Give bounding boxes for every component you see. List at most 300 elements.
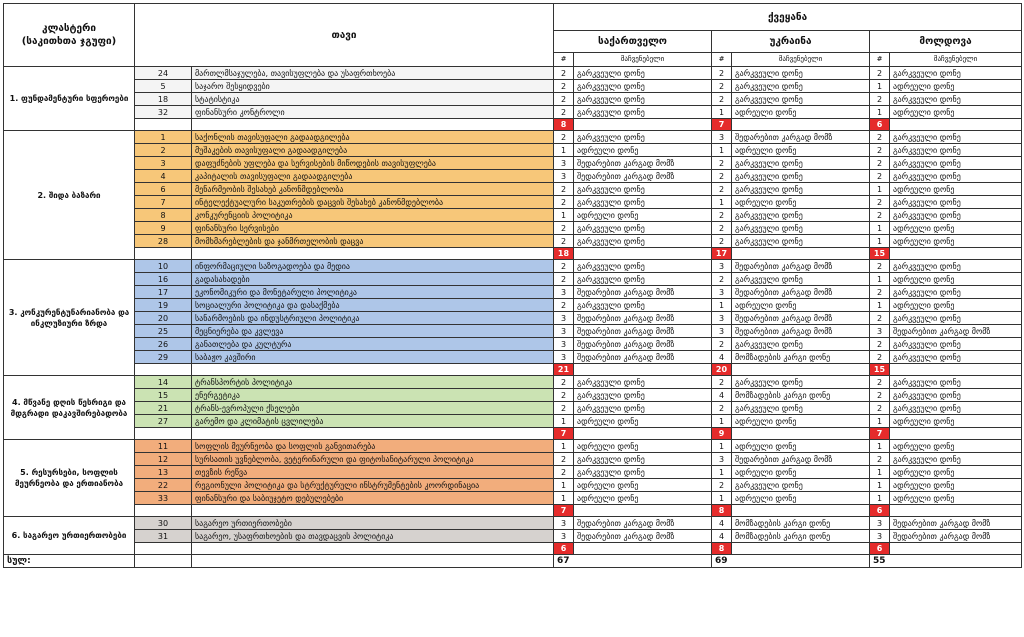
georgia-score: 1 <box>554 415 574 428</box>
georgia-score: 1 <box>554 440 574 453</box>
ukraine-level: შედარებით კარგად მომზ <box>732 131 870 144</box>
sum-spacer <box>192 248 554 260</box>
ukraine-score: 1 <box>712 492 732 505</box>
georgia-score: 2 <box>554 222 574 235</box>
moldova-score: 2 <box>870 338 890 351</box>
chapter-title: გადასახადები <box>192 273 554 286</box>
cluster-sum-row <box>4 364 1022 376</box>
chapter-number: 33 <box>135 492 192 505</box>
moldova-score: 1 <box>870 80 890 93</box>
moldova-score: 2 <box>870 312 890 325</box>
moldova-score: 2 <box>870 144 890 157</box>
georgia-level: გარკვეული დონე <box>574 453 712 466</box>
moldova-score: 1 <box>870 235 890 248</box>
sum-spacer <box>574 119 712 131</box>
chapter-number: 4 <box>135 170 192 183</box>
moldova-score: 2 <box>870 351 890 364</box>
ukraine-level: მომზადების კარგი დონე <box>732 530 870 543</box>
cluster-sum-row <box>4 543 1022 555</box>
table-row <box>4 170 1022 183</box>
ukraine-cluster-sum: 17 <box>712 248 732 260</box>
table-row <box>4 93 1022 106</box>
table-row <box>4 312 1022 325</box>
chapter-number: 19 <box>135 299 192 312</box>
georgia-score: 2 <box>554 402 574 415</box>
georgia-score: 3 <box>554 170 574 183</box>
georgia-score: 1 <box>554 144 574 157</box>
cluster-name: 4. მწვანე დღის წესრიგი და მდგრადი დაკავშირებადობა <box>4 376 135 440</box>
moldova-score: 1 <box>870 415 890 428</box>
georgia-score: 2 <box>554 389 574 402</box>
georgia-level: გარკვეული დონე <box>574 389 712 402</box>
ukraine-score: 2 <box>712 273 732 286</box>
ukraine-level: გარკვეული დონე <box>732 222 870 235</box>
georgia-level: გარკვეული დონე <box>574 222 712 235</box>
moldova-cluster-sum: 6 <box>870 543 890 555</box>
sum-spacer <box>732 505 870 517</box>
georgia-level: შედარებით კარგად მომზ <box>574 286 712 299</box>
georgia-score: 2 <box>554 273 574 286</box>
table-row <box>4 389 1022 402</box>
total-label: სულ: <box>4 555 135 568</box>
ukraine-score: 2 <box>712 157 732 170</box>
sum-spacer <box>135 119 192 131</box>
cluster-name: 1. ფუნდამენტური სფეროები <box>4 67 135 131</box>
chapter-title: საბაჟო კავშირი <box>192 351 554 364</box>
georgia-score: 2 <box>554 196 574 209</box>
chapter-number: 8 <box>135 209 192 222</box>
georgia-level: ადრეული დონე <box>574 415 712 428</box>
ukraine-score: 3 <box>712 131 732 144</box>
ukraine-level: ადრეული დონე <box>732 106 870 119</box>
chapter-title: კაპიტალის თავისუფალი გადაადგილება <box>192 170 554 183</box>
sum-spacer <box>135 248 192 260</box>
ukraine-level: გარკვეული დონე <box>732 402 870 415</box>
georgia-score: 2 <box>554 106 574 119</box>
chapter-number: 30 <box>135 517 192 530</box>
total-ukraine: 69 <box>712 555 870 568</box>
sum-spacer <box>732 248 870 260</box>
georgia-level: გარკვეული დონე <box>574 131 712 144</box>
moldova-score: 2 <box>870 389 890 402</box>
georgia-level: შედარებით კარგად მომზ <box>574 517 712 530</box>
moldova-score: 2 <box>870 286 890 299</box>
moldova-score: 2 <box>870 131 890 144</box>
indicator-label: მაჩვენებელი <box>732 53 870 67</box>
ukraine-level: მომზადების კარგი დონე <box>732 351 870 364</box>
sum-spacer <box>890 543 1022 555</box>
moldova-level: გარკვეული დონე <box>890 376 1022 389</box>
countries-header: ქვეყანა <box>554 4 1022 31</box>
georgia-cluster-sum: 8 <box>554 119 574 131</box>
chapter-number: 27 <box>135 415 192 428</box>
ukraine-score: 2 <box>712 183 732 196</box>
moldova-level: ადრეული დონე <box>890 222 1022 235</box>
table-row <box>4 67 1022 80</box>
table-row <box>4 131 1022 144</box>
moldova-level: გარკვეული დონე <box>890 93 1022 106</box>
chapter-title: საგარეო, უსაფრთხოების და თავდაცვის პოლიტიკა <box>192 530 554 543</box>
moldova-level: შედარებით კარგად მომზ <box>890 517 1022 530</box>
georgia-score: 1 <box>554 492 574 505</box>
chapter-number: 7 <box>135 196 192 209</box>
ukraine-level: გარკვეული დონე <box>732 376 870 389</box>
moldova-cluster-sum: 15 <box>870 248 890 260</box>
chapter-title: სტატისტიკა <box>192 93 554 106</box>
chapter-title: თევზის რეწვა <box>192 466 554 479</box>
ukraine-level: შედარებით კარგად მომზ <box>732 312 870 325</box>
table-row <box>4 376 1022 389</box>
sum-spacer <box>135 543 192 555</box>
number-label: # <box>554 53 574 67</box>
country-georgia: საქართველო <box>554 31 712 53</box>
sum-spacer <box>192 505 554 517</box>
georgia-level: გარკვეული დონე <box>574 466 712 479</box>
moldova-level: ადრეული დონე <box>890 440 1022 453</box>
total-moldova: 55 <box>870 555 1022 568</box>
georgia-score: 2 <box>554 93 574 106</box>
chapter-number: 18 <box>135 93 192 106</box>
chapter-title: მომხმარებლების და ჯანმრთელობის დაცვა <box>192 235 554 248</box>
moldova-score: 1 <box>870 440 890 453</box>
cluster-sum-row <box>4 505 1022 517</box>
moldova-score: 1 <box>870 183 890 196</box>
ukraine-score: 2 <box>712 235 732 248</box>
moldova-level: ადრეული დონე <box>890 273 1022 286</box>
moldova-score: 3 <box>870 530 890 543</box>
chapter-number: 11 <box>135 440 192 453</box>
moldova-score: 2 <box>870 170 890 183</box>
sum-spacer <box>192 119 554 131</box>
ukraine-score: 2 <box>712 67 732 80</box>
moldova-level: გარკვეული დონე <box>890 312 1022 325</box>
total-georgia: 67 <box>554 555 712 568</box>
ukraine-score: 2 <box>712 402 732 415</box>
table-row <box>4 351 1022 364</box>
moldova-score: 2 <box>870 453 890 466</box>
moldova-level: შედარებით კარგად მომზ <box>890 325 1022 338</box>
chapter-title: მეცნიერება და კვლევა <box>192 325 554 338</box>
cluster-name: 3. კონკურენტუნარიანობა და ინკლუზიური ზრდა <box>4 260 135 376</box>
table-row <box>4 196 1022 209</box>
cluster-name: 5. რესურსები, სოფლის მეურნეობა და ერთიანობა <box>4 440 135 517</box>
sum-spacer <box>574 364 712 376</box>
chapter-number: 10 <box>135 260 192 273</box>
table-row <box>4 209 1022 222</box>
ukraine-score: 3 <box>712 286 732 299</box>
ukraine-score: 4 <box>712 351 732 364</box>
moldova-score: 1 <box>870 479 890 492</box>
chapter-title: საჯარო შესყიდვები <box>192 80 554 93</box>
ukraine-level: ადრეული დონე <box>732 299 870 312</box>
ukraine-cluster-sum: 8 <box>712 505 732 517</box>
georgia-score: 3 <box>554 530 574 543</box>
table-row <box>4 453 1022 466</box>
moldova-score: 1 <box>870 106 890 119</box>
ukraine-score: 1 <box>712 440 732 453</box>
table-row <box>4 286 1022 299</box>
moldova-score: 2 <box>870 209 890 222</box>
sum-spacer <box>890 364 1022 376</box>
ukraine-score: 2 <box>712 479 732 492</box>
georgia-level: ადრეული დონე <box>574 440 712 453</box>
georgia-level: შედარებით კარგად მომზ <box>574 338 712 351</box>
georgia-score: 2 <box>554 376 574 389</box>
chapter-number: 32 <box>135 106 192 119</box>
chapter-title: სოციალური პოლიტიკა და დასაქმება <box>192 299 554 312</box>
chapter-number: 22 <box>135 479 192 492</box>
ukraine-level: ადრეული დონე <box>732 144 870 157</box>
ukraine-level: გარკვეული დონე <box>732 235 870 248</box>
moldova-level: გარკვეული დონე <box>890 389 1022 402</box>
georgia-level: გარკვეული დონე <box>574 235 712 248</box>
moldova-level: გარკვეული დონე <box>890 209 1022 222</box>
chapter-title: საქონლის თავისუფალი გადაადგილება <box>192 131 554 144</box>
georgia-level: გარკვეული დონე <box>574 196 712 209</box>
chapter-title: ფინანსური სერვისები <box>192 222 554 235</box>
ukraine-score: 4 <box>712 530 732 543</box>
sum-spacer <box>732 119 870 131</box>
chapter-number: 26 <box>135 338 192 351</box>
ukraine-score: 2 <box>712 376 732 389</box>
georgia-level: შედარებით კარგად მომზ <box>574 312 712 325</box>
georgia-score: 2 <box>554 80 574 93</box>
table-row <box>4 338 1022 351</box>
ukraine-score: 3 <box>712 260 732 273</box>
table-row <box>4 273 1022 286</box>
chapter-number: 6 <box>135 183 192 196</box>
ukraine-level: შედარებით კარგად მომზ <box>732 453 870 466</box>
ukraine-level: გარკვეული დონე <box>732 183 870 196</box>
cluster-name: 6. საგარეო ურთიერთობები <box>4 517 135 555</box>
ukraine-level: შედარებით კარგად მომზ <box>732 286 870 299</box>
chapter-title: ინფორმაციული საზოგადოება და მედია <box>192 260 554 273</box>
ukraine-level: შედარებით კარგად მომზ <box>732 260 870 273</box>
chapter-title: ეკონომიკური და მონეტარული პოლიტიკა <box>192 286 554 299</box>
chapter-number: 24 <box>135 67 192 80</box>
chapter-title: მუშაკების თავისუფალი გადაადგილება <box>192 144 554 157</box>
georgia-cluster-sum: 18 <box>554 248 574 260</box>
georgia-score: 2 <box>554 299 574 312</box>
table-row <box>4 144 1022 157</box>
number-label: # <box>870 53 890 67</box>
table-row <box>4 260 1022 273</box>
chapter-title: სანარმოების და ინდუსტრიული პოლიტიკა <box>192 312 554 325</box>
chapter-title: ტრანსპორტის პოლიტიკა <box>192 376 554 389</box>
georgia-level: შედარებით კარგად მომზ <box>574 325 712 338</box>
moldova-level: გარკვეული დონე <box>890 131 1022 144</box>
chapter-title: ინტელექტუალური საკუთრების დაცვის შესახებ კანონმდებლობა <box>192 196 554 209</box>
georgia-level: გარკვეული დონე <box>574 106 712 119</box>
moldova-score: 1 <box>870 222 890 235</box>
moldova-score: 1 <box>870 299 890 312</box>
ukraine-level: გარკვეული დონე <box>732 67 870 80</box>
chapter-number: 3 <box>135 157 192 170</box>
table-row <box>4 402 1022 415</box>
georgia-score: 3 <box>554 286 574 299</box>
ukraine-cluster-sum: 9 <box>712 428 732 440</box>
georgia-level: გარკვეული დონე <box>574 183 712 196</box>
georgia-score: 2 <box>554 235 574 248</box>
ukraine-score: 1 <box>712 196 732 209</box>
moldova-level: შედარებით კარგად მომზ <box>890 530 1022 543</box>
moldova-level: გარკვეული დონე <box>890 351 1022 364</box>
chapter-number: 20 <box>135 312 192 325</box>
ukraine-score: 3 <box>712 312 732 325</box>
sum-spacer <box>574 248 712 260</box>
table-row <box>4 530 1022 543</box>
georgia-level: შედარებით კარგად მომზ <box>574 157 712 170</box>
ukraine-level: გარკვეული დონე <box>732 93 870 106</box>
total-spacer <box>192 555 554 568</box>
cluster-sum-row <box>4 428 1022 440</box>
country-moldova: მოლდოვა <box>870 31 1022 53</box>
assessment-table <box>3 3 1022 568</box>
moldova-level: გარკვეული დონე <box>890 170 1022 183</box>
moldova-cluster-sum: 7 <box>870 428 890 440</box>
ukraine-level: ადრეული დონე <box>732 415 870 428</box>
ukraine-cluster-sum: 8 <box>712 543 732 555</box>
sum-spacer <box>574 428 712 440</box>
ukraine-level: გარკვეული დონე <box>732 338 870 351</box>
ukraine-score: 2 <box>712 338 732 351</box>
chapter-number: 15 <box>135 389 192 402</box>
sum-spacer <box>192 364 554 376</box>
chapter-title: სურსათის უვნებლობა, ვეტერინარული და ფიტოსანიტარული პოლიტიკა <box>192 453 554 466</box>
moldova-level: გარკვეული დონე <box>890 196 1022 209</box>
moldova-score: 3 <box>870 517 890 530</box>
chapter-number: 2 <box>135 144 192 157</box>
chapter-number: 31 <box>135 530 192 543</box>
total-spacer <box>135 555 192 568</box>
moldova-score: 3 <box>870 325 890 338</box>
ukraine-score: 3 <box>712 325 732 338</box>
moldova-score: 1 <box>870 492 890 505</box>
ukraine-score: 2 <box>712 209 732 222</box>
moldova-level: გარკვეული დონე <box>890 402 1022 415</box>
cluster-sum-row <box>4 119 1022 131</box>
chapter-number: 17 <box>135 286 192 299</box>
chapter-title: ენერგეტიკა <box>192 389 554 402</box>
moldova-score: 2 <box>870 157 890 170</box>
moldova-level: გარკვეული დონე <box>890 260 1022 273</box>
ukraine-level: მომზადების კარგი დონე <box>732 389 870 402</box>
georgia-level: ადრეული დონე <box>574 144 712 157</box>
sum-spacer <box>135 428 192 440</box>
ukraine-score: 4 <box>712 389 732 402</box>
ukraine-score: 1 <box>712 466 732 479</box>
georgia-level: გარკვეული დონე <box>574 376 712 389</box>
ukraine-level: ადრეული დონე <box>732 440 870 453</box>
moldova-level: ადრეული დონე <box>890 299 1022 312</box>
chapter-title: ფინანსური და საბიუჯეტო დებულებები <box>192 492 554 505</box>
chapter-number: 5 <box>135 80 192 93</box>
ukraine-score: 1 <box>712 299 732 312</box>
moldova-level: ადრეული დონე <box>890 80 1022 93</box>
indicator-label: მაჩვენებელი <box>574 53 712 67</box>
chapter-number: 13 <box>135 466 192 479</box>
table-row <box>4 80 1022 93</box>
moldova-level: ადრეული დონე <box>890 235 1022 248</box>
moldova-cluster-sum: 15 <box>870 364 890 376</box>
ukraine-level: გარკვეული დონე <box>732 479 870 492</box>
table-row <box>4 106 1022 119</box>
ukraine-score: 1 <box>712 144 732 157</box>
georgia-score: 1 <box>554 479 574 492</box>
georgia-score: 2 <box>554 453 574 466</box>
georgia-level: გარკვეული დონე <box>574 260 712 273</box>
sum-spacer <box>732 543 870 555</box>
table-row <box>4 517 1022 530</box>
sum-spacer <box>574 543 712 555</box>
country-ukraine: უკრაინა <box>712 31 870 53</box>
chapter-header: თავი <box>135 4 554 67</box>
ukraine-level: გარკვეული დონე <box>732 80 870 93</box>
number-label: # <box>712 53 732 67</box>
ukraine-level: გარკვეული დონე <box>732 170 870 183</box>
moldova-level: ადრეული დონე <box>890 466 1022 479</box>
ukraine-score: 2 <box>712 170 732 183</box>
moldova-level: ადრეული დონე <box>890 492 1022 505</box>
sum-spacer <box>135 364 192 376</box>
chapter-title: ფინანსური კონტროლი <box>192 106 554 119</box>
table-row <box>4 235 1022 248</box>
indicator-label: მაჩვენებელი <box>890 53 1022 67</box>
sum-spacer <box>890 248 1022 260</box>
ukraine-level: გარკვეული დონე <box>732 157 870 170</box>
sum-spacer <box>732 428 870 440</box>
georgia-score: 2 <box>554 466 574 479</box>
georgia-cluster-sum: 7 <box>554 428 574 440</box>
moldova-level: გარკვეული დონე <box>890 144 1022 157</box>
table-row <box>4 299 1022 312</box>
chapter-number: 16 <box>135 273 192 286</box>
moldova-cluster-sum: 6 <box>870 119 890 131</box>
moldova-cluster-sum: 6 <box>870 505 890 517</box>
sum-spacer <box>574 505 712 517</box>
moldova-level: გარკვეული დონე <box>890 67 1022 80</box>
moldova-score: 2 <box>870 376 890 389</box>
moldova-level: ადრეული დონე <box>890 106 1022 119</box>
table-row <box>4 492 1022 505</box>
georgia-score: 3 <box>554 338 574 351</box>
moldova-score: 2 <box>870 402 890 415</box>
moldova-level: ადრეული დონე <box>890 479 1022 492</box>
georgia-score: 2 <box>554 183 574 196</box>
table-row <box>4 466 1022 479</box>
georgia-score: 1 <box>554 209 574 222</box>
georgia-level: გარკვეული დონე <box>574 402 712 415</box>
chapter-number: 29 <box>135 351 192 364</box>
moldova-score: 2 <box>870 260 890 273</box>
chapter-number: 1 <box>135 131 192 144</box>
chapter-number: 21 <box>135 402 192 415</box>
ukraine-level: შედარებით კარგად მომზ <box>732 325 870 338</box>
sum-spacer <box>890 428 1022 440</box>
sum-spacer <box>192 543 554 555</box>
sum-spacer <box>890 119 1022 131</box>
georgia-level: ადრეული დონე <box>574 209 712 222</box>
chapter-title: საგარეო ურთიერთობები <box>192 517 554 530</box>
georgia-score: 2 <box>554 131 574 144</box>
georgia-score: 3 <box>554 157 574 170</box>
total-row <box>4 555 1022 568</box>
ukraine-score: 2 <box>712 80 732 93</box>
table-row <box>4 157 1022 170</box>
ukraine-level: მომზადების კარგი დონე <box>732 517 870 530</box>
ukraine-level: გარკვეული დონე <box>732 209 870 222</box>
georgia-score: 2 <box>554 67 574 80</box>
